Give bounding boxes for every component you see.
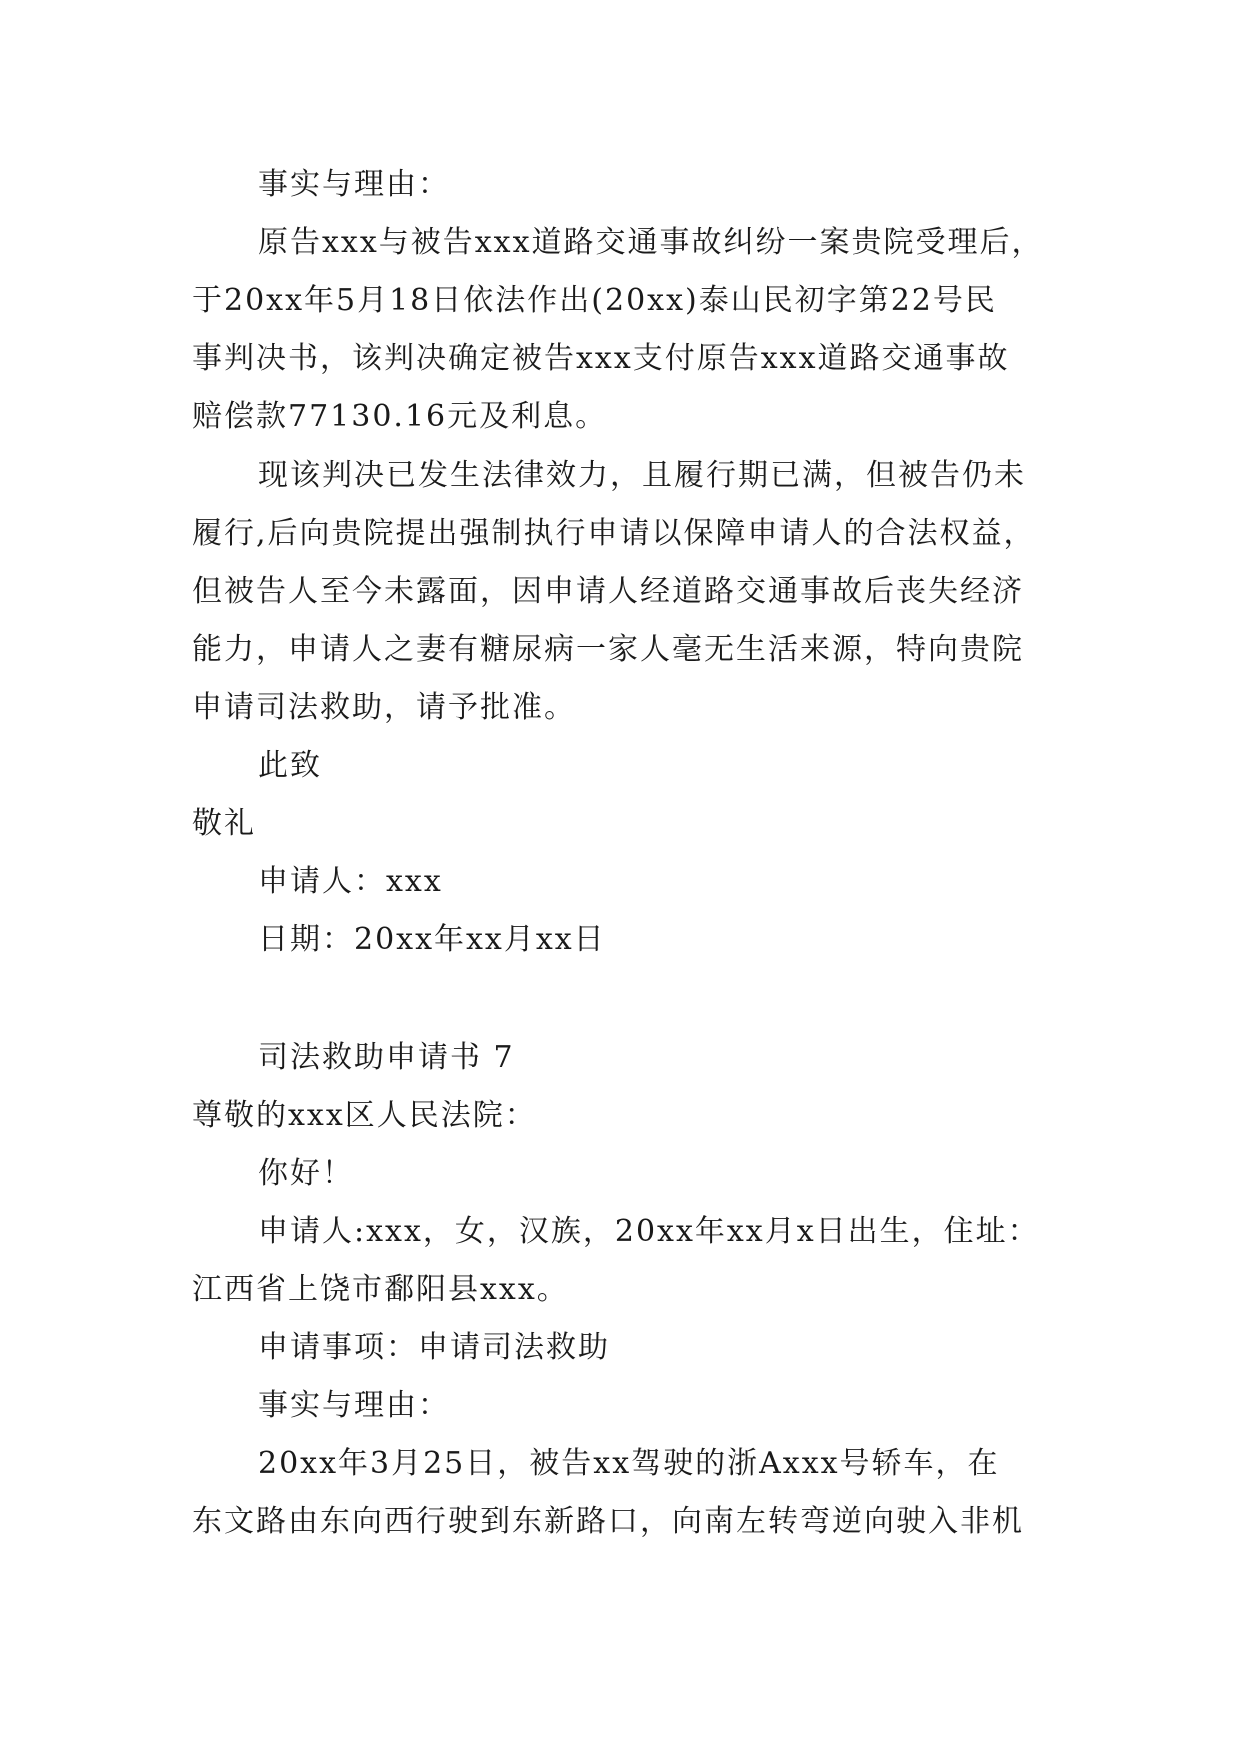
court-salutation: 尊敬的xxx区人民法院：: [192, 1098, 537, 1133]
paragraph-line: 履行,后向贵院提出强制执行申请以保障申请人的合法权益，: [192, 516, 1036, 551]
applicant-signature: 申请人：xxx: [258, 864, 443, 899]
paragraph-line: 于20xx年5月18日依法作出(20xx)泰山民初字第22号民: [192, 283, 997, 318]
paragraph-line: 事判决书，该判决确定被告xxx支付原告xxx道路交通事故: [192, 341, 1010, 376]
closing-respects: 敬礼: [192, 806, 256, 841]
applicant-info-line: 江西省上饶市鄱阳县xxx。: [192, 1272, 569, 1307]
paragraph-line: 申请司法救助，请予批准。: [192, 690, 576, 725]
signature-date: 日期：20xx年xx月xx日: [258, 922, 606, 957]
paragraph-line: 能力，申请人之妻有糖尿病一家人毫无生活来源，特向贵院: [192, 632, 1024, 667]
paragraph-line: 但被告人至今未露面，因申请人经道路交通事故后丧失经济: [192, 574, 1024, 609]
applicant-info-line: 申请人:xxx，女，汉族，20xx年xx月x日出生，住址：: [258, 1214, 1040, 1249]
facts-heading: 事实与理由：: [258, 1388, 450, 1423]
greeting: 你好！: [258, 1156, 354, 1191]
request-item: 申请事项：申请司法救助: [258, 1330, 610, 1365]
paragraph-line: 赔偿款77130.16元及利息。: [192, 399, 608, 434]
paragraph-line: 东文路由东向西行驶到东新路口，向南左转弯逆向驶入非机: [192, 1504, 1024, 1539]
document-title: 司法救助申请书 7: [258, 1040, 515, 1075]
facts-heading: 事实与理由：: [258, 167, 450, 202]
paragraph-line: 现该判决已发生法律效力，且履行期已满，但被告仍未: [258, 458, 1026, 493]
closing-salutation: 此致: [258, 748, 322, 783]
paragraph-line: 20xx年3月25日，被告xx驾驶的浙Axxx号轿车，在: [258, 1446, 1000, 1481]
paragraph-line: 原告xxx与被告xxx道路交通事故纠纷一案贵院受理后，: [258, 225, 1044, 260]
